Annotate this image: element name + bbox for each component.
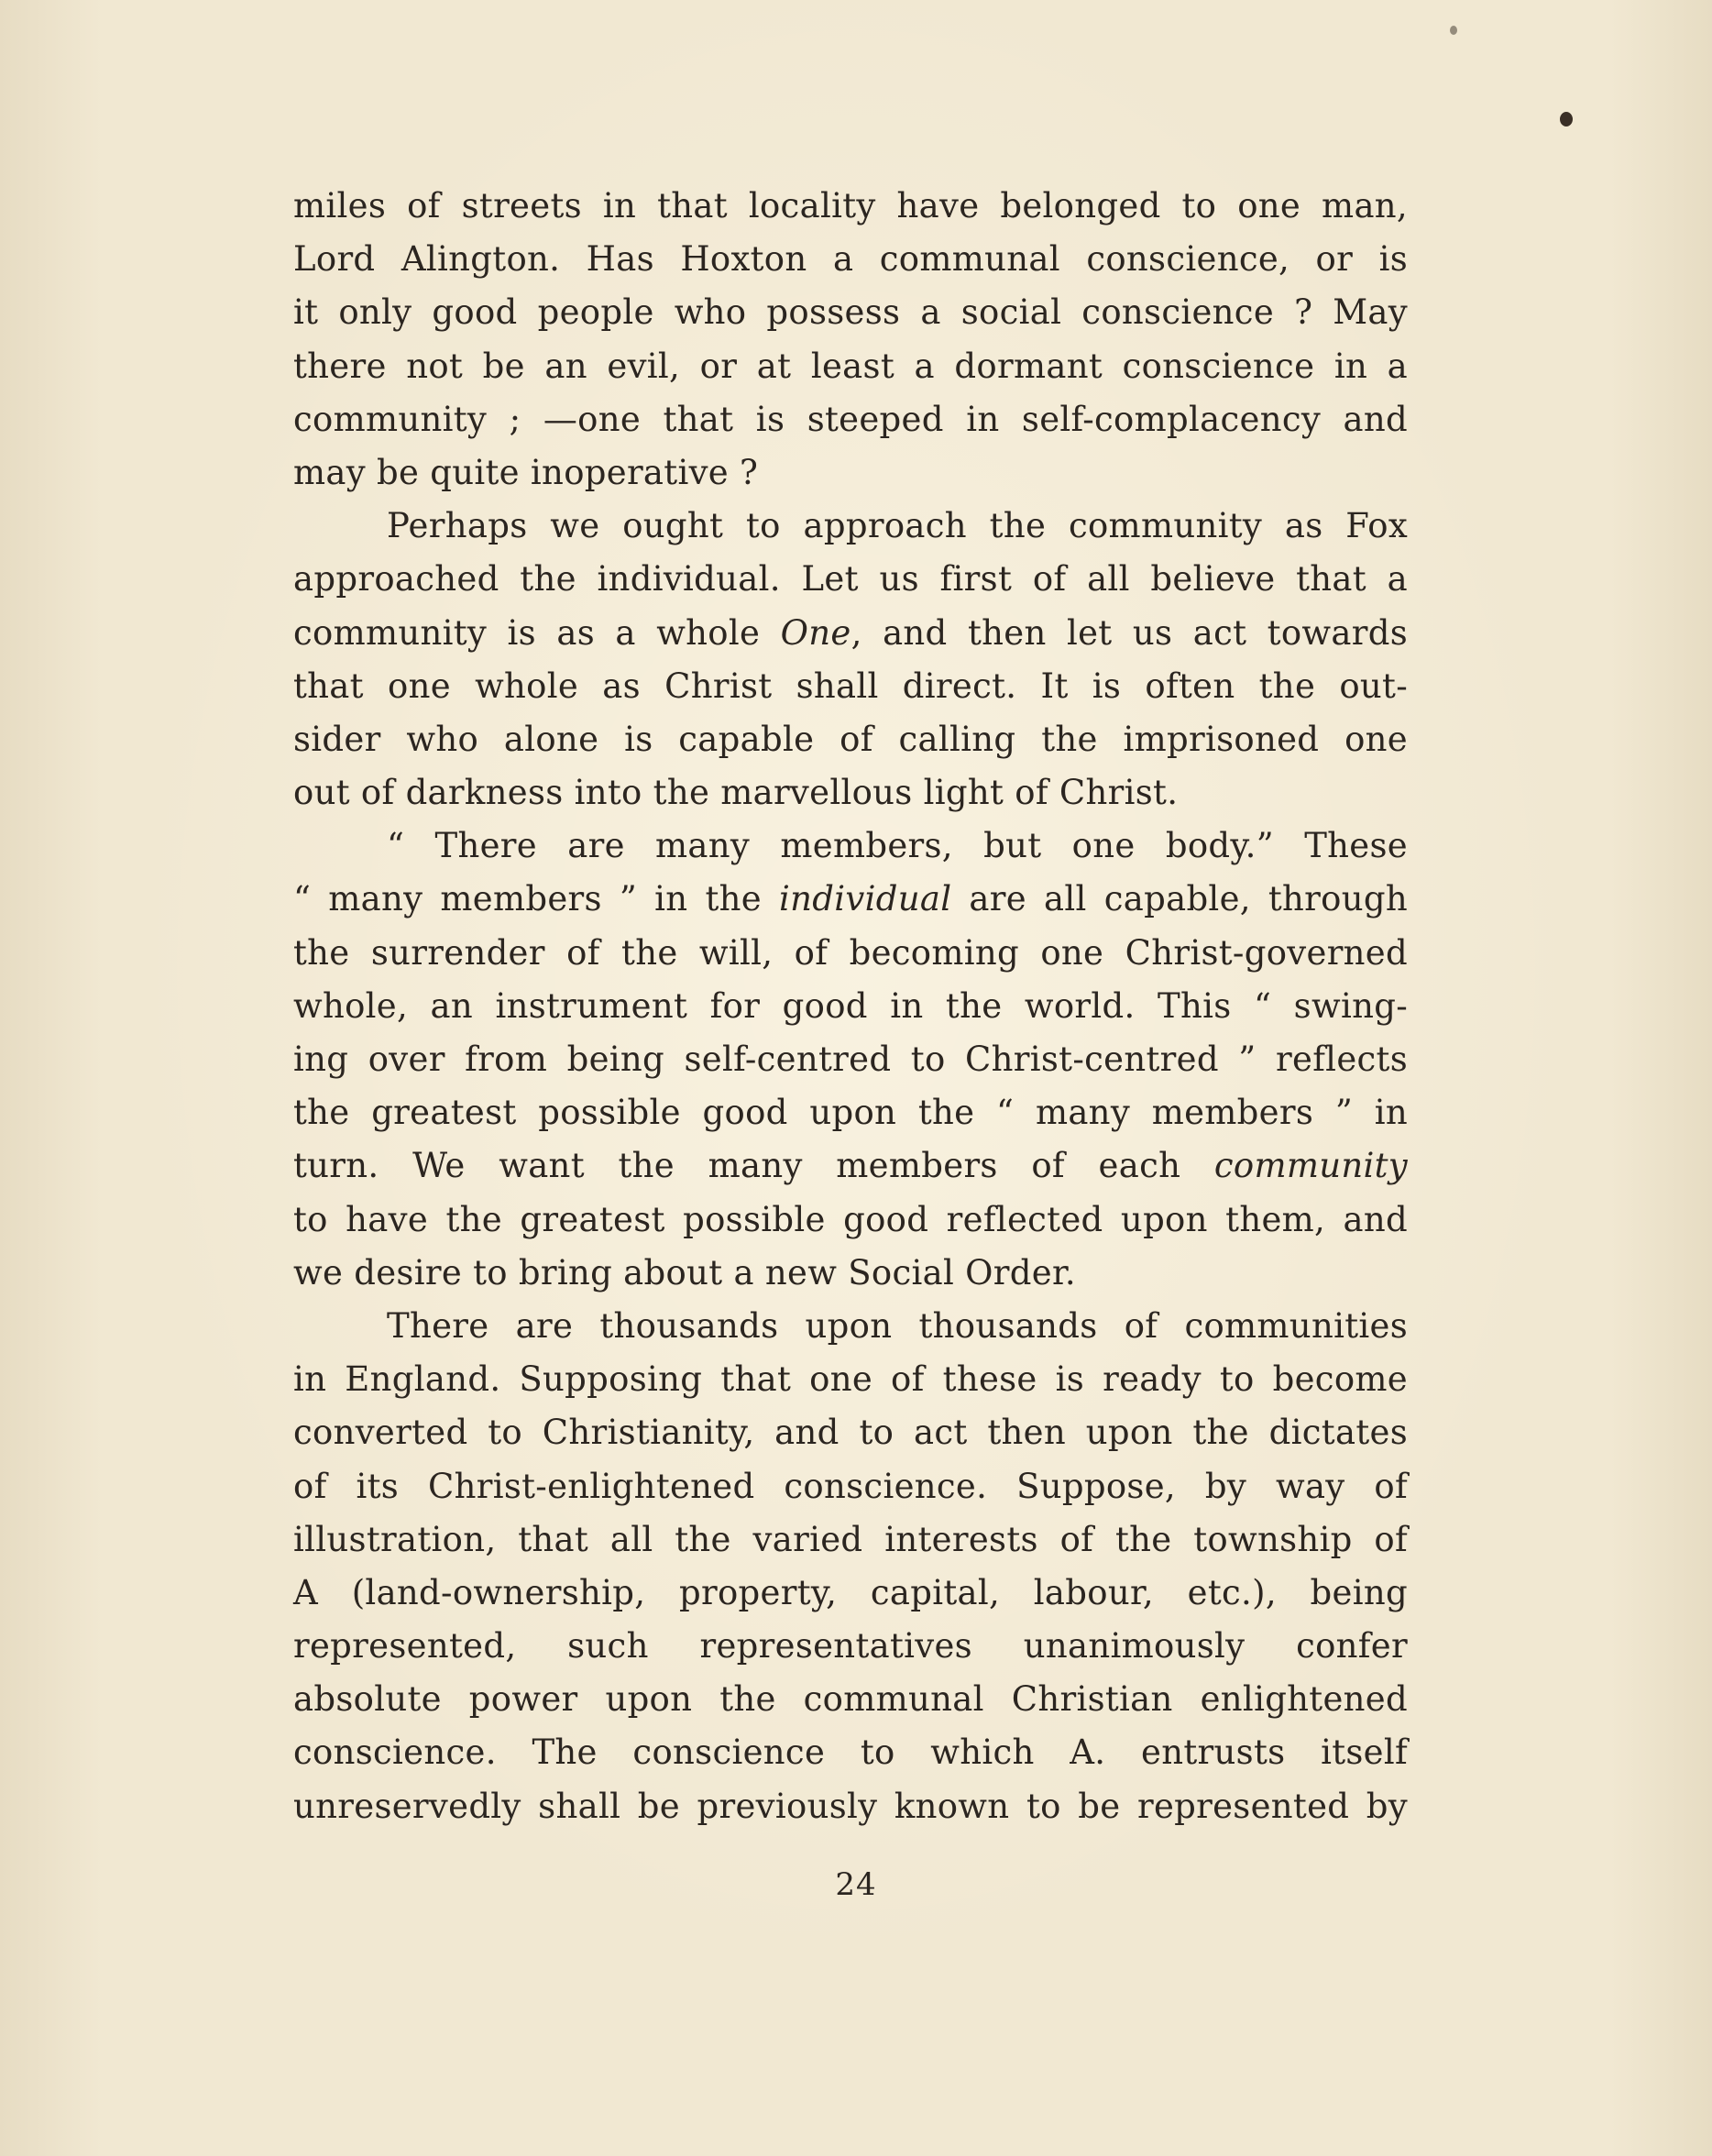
italic-word: individual <box>779 879 952 919</box>
text-line: community ; —one that is steeped in self-complacency and <box>293 399 1408 439</box>
text-line <box>293 1139 1408 1193</box>
text-line: that one whole as Christ shall direct. It is often the out- <box>293 666 1408 706</box>
text-segment: turn. We want the many members of each <box>293 1146 1214 1186</box>
text-line: absolute power upon the communal Christian enlightened <box>293 1679 1408 1720</box>
italic-word: community <box>1213 1146 1408 1186</box>
text-line: the greatest possible good upon the “ many members ” in <box>293 1093 1408 1133</box>
ink-speck <box>1450 26 1457 35</box>
text-segment: , and then let us act towards <box>851 612 1409 653</box>
text-line: the surrender of the will, of becoming one Christ-governed <box>293 932 1408 973</box>
text-line: to have the greatest possible good reflected upon them, and <box>293 1199 1408 1239</box>
text-segment: “ many members ” in the <box>293 879 780 919</box>
italic-word: One <box>780 612 851 653</box>
body-text <box>293 180 1408 1833</box>
text-line: may be quite inoperative ? <box>293 452 759 492</box>
text-line: unreservedly shall be previously known to be represented by <box>293 1786 1408 1826</box>
text-line: out of darkness into the marvellous light of Christ. <box>293 773 1179 813</box>
text-line: There are thousands upon thousands of communities <box>387 1305 1408 1346</box>
text-line: Lord Alington. Has Hoxton a communal conscience, or is <box>293 239 1408 280</box>
text-line: there not be an evil, or at least a dormant conscience in a <box>293 346 1408 386</box>
text-line: of its Christ-enlightened conscience. Suppose, by way of <box>293 1466 1408 1506</box>
text-line <box>293 607 1408 660</box>
text-line: ing over from being self-centred to Christ-centred ” reflects <box>293 1040 1408 1079</box>
text-line: conscience. The conscience to which A. entrusts itself <box>293 1732 1408 1773</box>
text-line: represented, such representatives unanimously confer <box>293 1626 1408 1666</box>
text-line: it only good people who possess a social conscience ? May <box>293 292 1408 333</box>
text-line: Perhaps we ought to approach the community as Fox <box>387 506 1408 546</box>
text-line: “ There are many members, but one body.” These <box>387 826 1408 866</box>
text-line: illustration, that all the varied interests of the township of <box>293 1519 1408 1559</box>
text-line: we desire to bring about a new Social Order. <box>293 1252 1076 1292</box>
text-line: converted to Christianity, and to act then upon the dictates <box>293 1413 1408 1453</box>
text-line <box>293 873 1408 926</box>
text-line: sider who alone is capable of calling the imprisoned one <box>293 719 1408 759</box>
ink-speck <box>1560 112 1573 126</box>
text-line: A (land-ownership, property, capital, labour, etc.), being <box>293 1572 1408 1612</box>
text-line: approached the individual. Let us first of all believe that a <box>293 559 1408 600</box>
text-line: whole, an instrument for good in the world. This “ swing- <box>293 985 1408 1026</box>
text-line: in England. Supposing that one of these is ready to become <box>293 1359 1408 1400</box>
page-number: 24 <box>835 1866 877 1903</box>
text-segment: community is as a whole <box>293 612 781 653</box>
text-segment: are all capable, through <box>951 879 1408 919</box>
text-line: miles of streets in that locality have belonged to one man, <box>293 186 1408 226</box>
